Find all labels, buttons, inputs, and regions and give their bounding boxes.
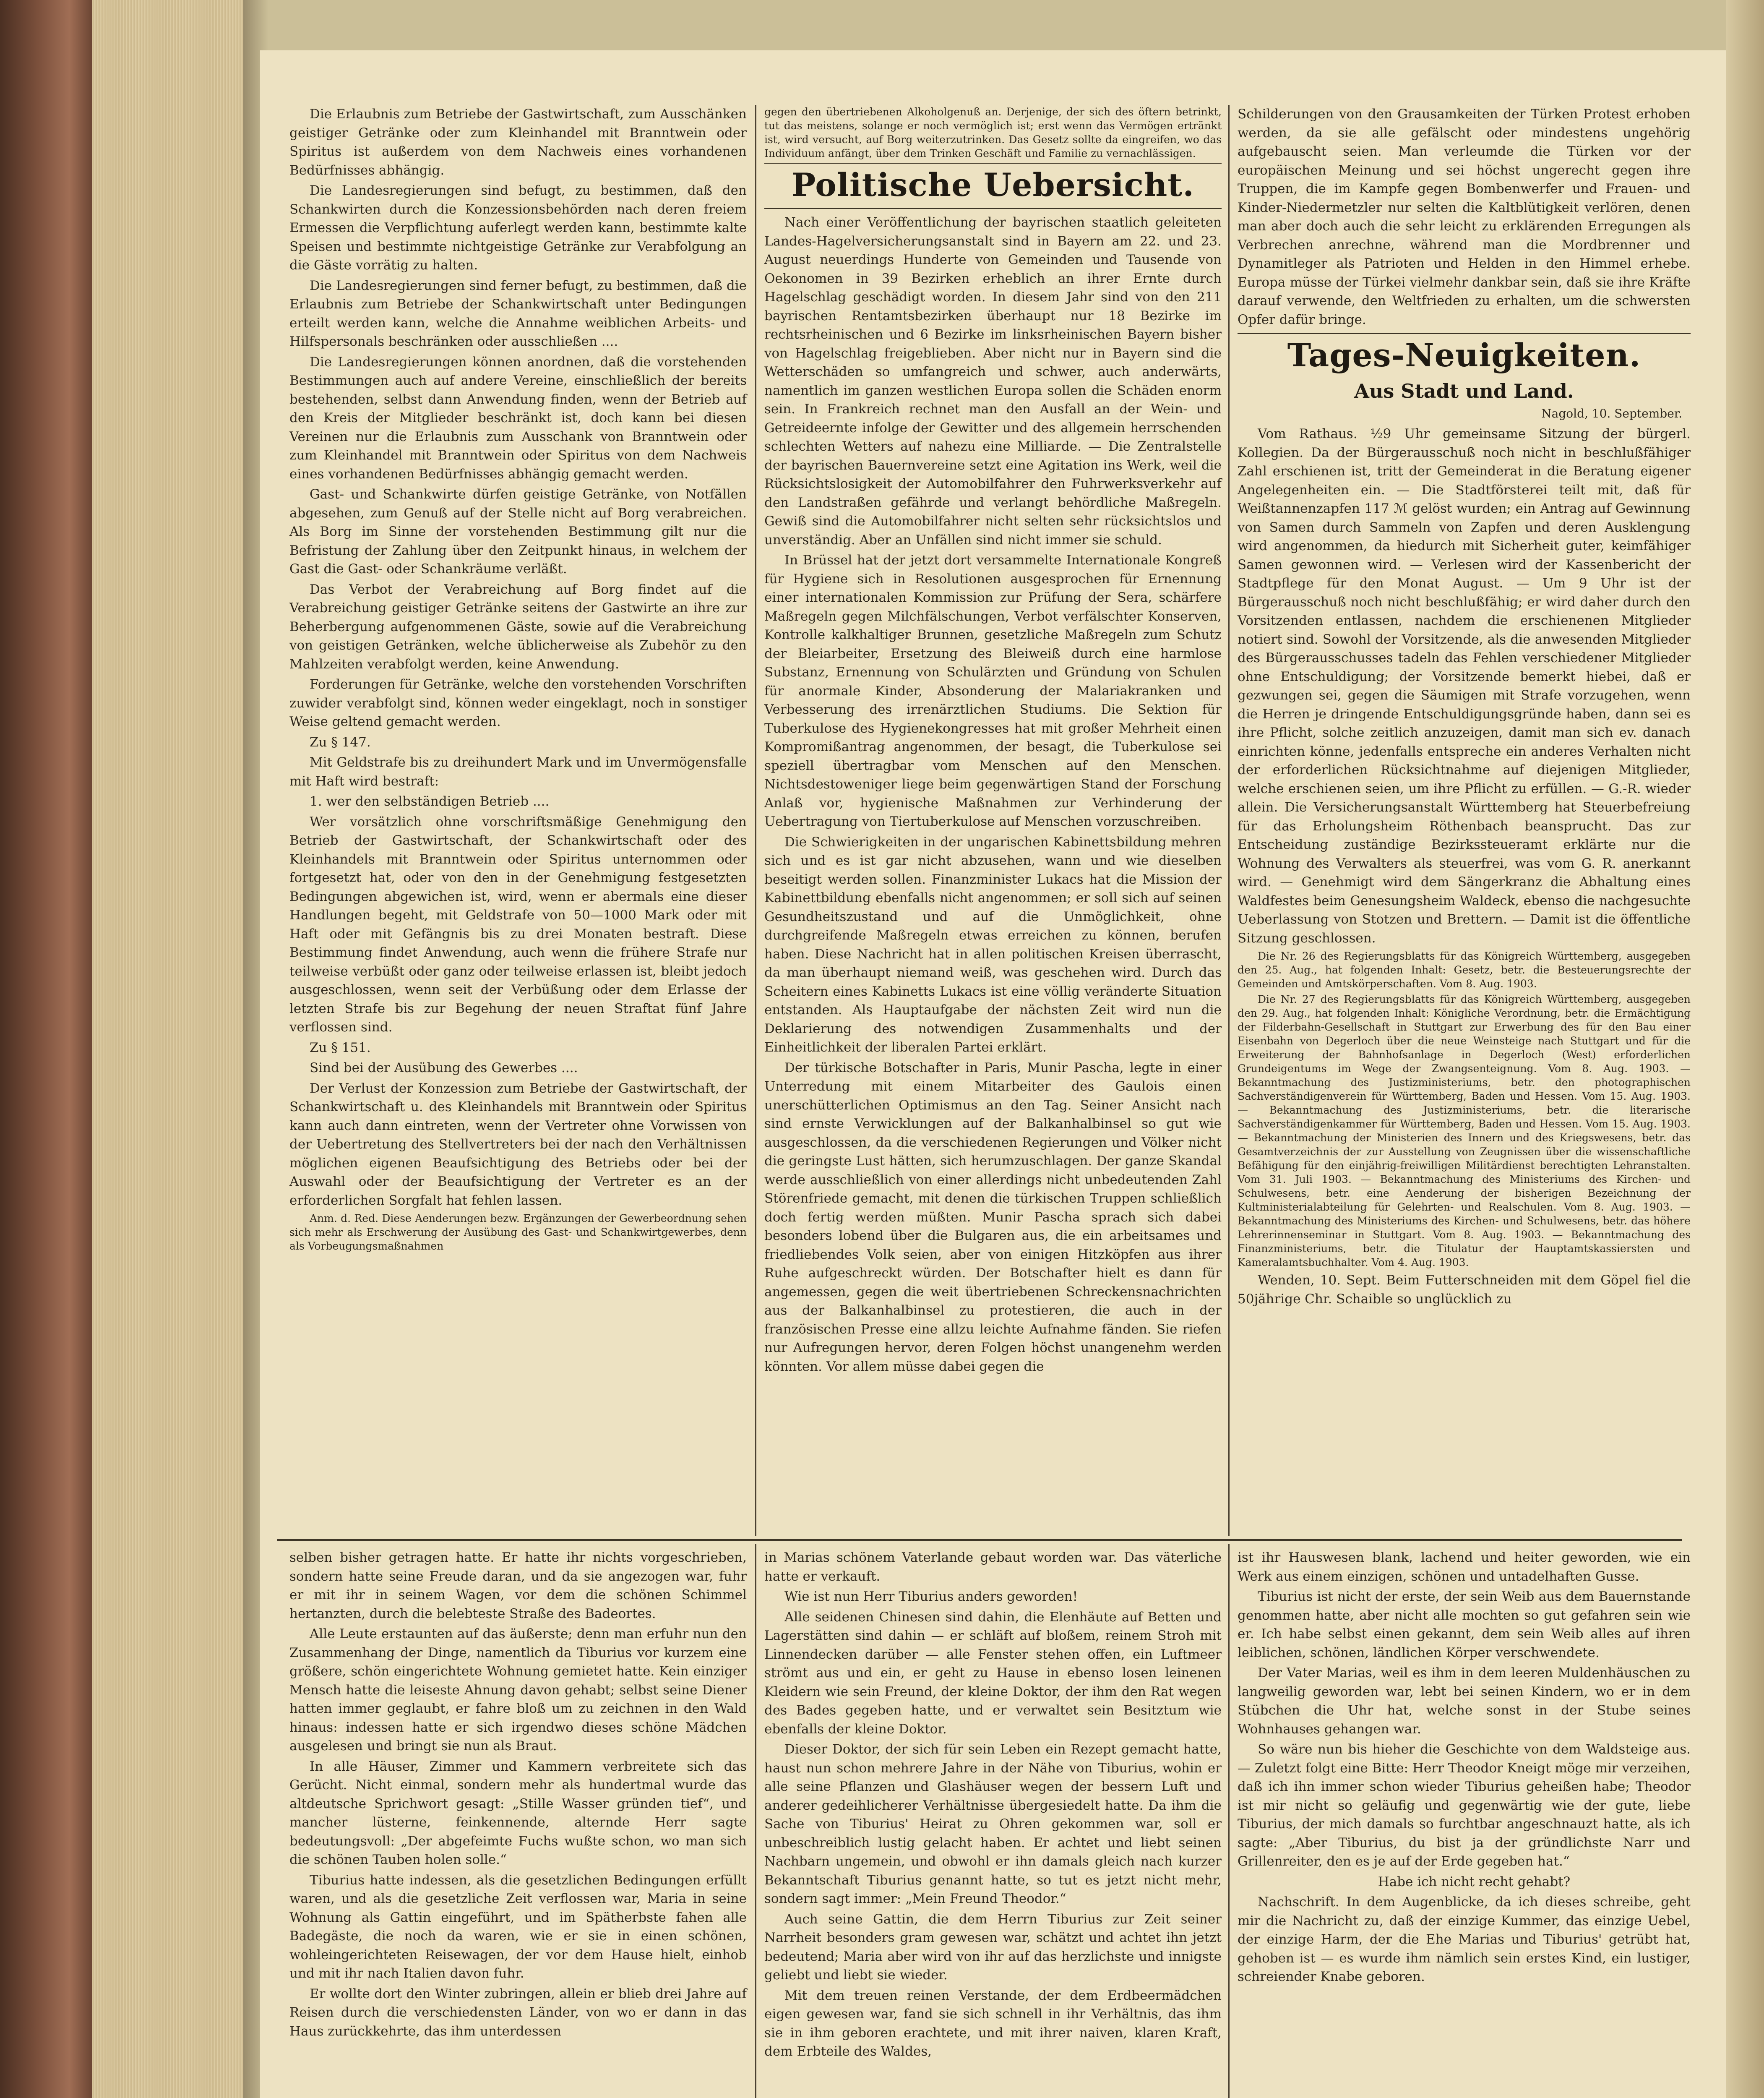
paragraph: Nach einer Veröffentlichung der bayrischen staatlich geleiteten Landes-Hagelversicherungsanstalt sind in Bayern am 22. und 23. August neuerdings Hunderte von Gemeinden und Tausende von Oekonomen in 39 Bezirken erheblich an ihrer Ernte durch Hagelschlag geschädigt worden. In diesem Jahr sind von den 211 bayrischen Rentamtsbezirken überhaupt nur 18 Bezirke im rechtsrheinischen und 6 Bezirke im linksrheinischen Bayern bisher von Hagelschlag freigeblieben. Aber nicht nur in Bayern sind die Wetterschäden so umfangreich und schwer, auch anderwärts, namentlich im ganzen westlichen Europa sollen die Schäden enorm sein. In Frankreich rechnet man den Ausfall an der Wein- und Getreideernte infolge der Gewitter und des allgemein herrschenden schlechten Wetters auf nahezu eine Milliarde. — Die Zentralstelle der bayrischen Bauernvereine setzt eine Agitation ins Werk, weil die Rücksichtslosigkeit der Automobilfahrer den Fuhrwerksverkehr auf den Landstraßen gefährde und verlangt behördliche Maßregeln. Gewiß sind die Automobilfahrer nicht selten sehr rücksichtslos und unverständig. Aber an Unfällen sind nicht immer sie schuld.: [764, 215, 1222, 548]
paragraph: Dieser Doktor, der sich für sein Leben ein Rezept gemacht hatte, haust nun schon mehrere Jahre in der Nähe von Tiburius, wohin er alle seine Pflanzen und Glashäuser wegen der bessern Luft und anderer gedeihlicherer Verhältnisse übergesiedelt hatte. Da ihm die Sache von Tiburius' Heirat zu Ohren gekommen war, soll er unbeschreiblich lustig gelacht haben. Er achtet und liebt seinen Nachbarn ungemein, und obwohl er ihn damals gleich nach kurzer Bekanntschaft Tiburius genannt hatte, so tut es jetzt nicht mehr, sondern sagt immer: „Mein Freund Theodor.“: [764, 1742, 1222, 1906]
column-1: [289, 105, 747, 1255]
column-rule-1: [755, 105, 756, 1536]
paragraph: Vom Rathaus. ½9 Uhr gemeinsame Sitzung der bürgerl. Kollegien. Da der Bürgerausschuß noch nicht in beschlußfähiger Zahl erschienen ist, tritt der Gemeinderat in die Beratung eigener Angelegenheiten ein. — Die Stadtförsterei teilt mit, daß für Weißtannenzapfen 117 ℳ gelöst wurden; ein Antrag auf Gewinnung von Samen durch Sammeln von Zapfen und deren Ausklengung wird angenommen, da hiedurch mit Sicherheit guter, keimfähiger Samen gewonnen wird. — Verlesen wird der Kassenbericht der Stadtpflege für den Monat August. — Um 9 Uhr ist der Bürgerausschuß noch nicht beschlußfähig; er wird daher durch den Vorsitzenden entlassen, nachdem die erschienenen Mitglieder notiert sind. Sowohl der Vorsitzende, als die anwesenden Mitglieder des Bürgerausschusses tadeln das Fehlen verschiedener Mitglieder ohne Entschuldigung; der Vorsitzende bemerkt hiebei, daß er gezwungen sei, gegen die Säumigen mit Strafe vorzugehen, wenn die Herren je dringende Entschuldigungsgründe haben, dann sei es ihre Pflicht, solche zeitlich anzuzeigen, damit man sich ev. danach einrichten könne, jedenfalls entspreche ein anderes Verhalten nicht der erforderlichen Rücksichtnahme auf diejenigen Mitglieder, welche erschienen seien, um ihre Pflicht zu erfüllen. — G.-R. wieder allein. Die Versicherungsanstalt Württemberg hat Steuerbefreiung für das Erholungsheim Röthenbach beansprucht. Das zur Entscheidung zuständige Bezirkssteueramt erklärte nur die Wohnung des Verwalters als steuerfrei, was vom G. R. anerkannt wird. — Genehmigt wird dem Sängerkranz die Abhaltung eines Waldfestes beim Genesungsheim Waldeck, ebenso die nachgesuchte Ueberlassung von Stotzen und Brettern. — Damit ist die öffentliche Sitzung geschlossen.: [1238, 426, 1691, 946]
paragraph: 1. wer den selbständigen Betrieb ....: [310, 794, 550, 809]
feuilleton-rule-2: [1228, 1544, 1230, 2098]
heading-rule-bottom: [764, 208, 1222, 209]
book-spine: [0, 0, 92, 2098]
right-page-edge: [1726, 0, 1764, 2098]
paragraph: in Marias schönem Vaterlande gebaut worden war. Das väterliche hatte er verkauft.: [764, 1550, 1222, 1584]
paragraph: ist ihr Hauswesen blank, lachend und heiter geworden, wie ein Werk aus einem einzigen, schönen und untadelhaften Gusse.: [1238, 1550, 1691, 1584]
continued-note: gegen den übertriebenen Alkoholgenuß an. Derjenige, der sich des öftern betrinkt, tut das meistens, solange er noch vermöglich ist; erst wenn das Vermögen ertränkt ist, wird versucht, auf Borg weiterzutrinken. Das Gesetz sollte da eingreifen, wo das Individuum anfängt, über dem Trinken Geschäft und Familie zu vernachlässigen.: [764, 106, 1222, 159]
section-heading-politics: Politische Uebersicht.: [792, 166, 1194, 204]
paragraph: Alle Leute erstaunten auf das äußerste; denn man erfuhr nun den Zusammenhang der Dinge, namentlich da Tiburius vor kurzem eine größere, schön eingerichtete Wohnung gemietet hatte. Kein einziger Mensch hatte die leiseste Ahnung davon gehabt; selbst seine Diener hatten immer geglaubt, er fahre bloß um zu zeichnen in den Wald hinaus: indessen hatte er sich irgendwo dieses schöne Mädchen ausgelesen und bringt sie nun als Braut.: [289, 1626, 747, 1754]
section-label: Zu § 147.: [310, 734, 371, 750]
feuilleton-column-3: [1238, 1548, 1691, 1988]
paragraph: Der Vater Marias, weil es ihm in dem leeren Muldenhäuschen zu langweilig geworden war, lebt bei seinen Kindern, wo er in dem Stübchen die Uhr hat, welche sonst in der Stube seines Wohnhauses gehangen war.: [1238, 1665, 1691, 1737]
column-rule-2: [1228, 105, 1230, 1536]
postscript: Nachschrift. In dem Augenblicke, da ich dieses schreibe, geht mir die Nachricht zu, daß der einzige Kummer, das einzige Uebel, der einzige Harm, der die Ehe Marias und Tiburius' getrübt hat, gehoben ist — es wurde ihm nämlich sein erstes Kind, ein lustiger, schreiender Knabe geboren.: [1238, 1894, 1691, 1984]
paragraph: Wie ist nun Herr Tiburius anders geworden!: [784, 1589, 1078, 1604]
paragraph: Alle seidenen Chinesen sind dahin, die Elenhäute auf Betten und Lagerstätten sind dahin — er schläft auf bloßem, reinem Stroh mit Linnendecken darüber — alle Fenster stehen offen, ein Luftmeer strömt aus und ein, er geht zu Hause in ebenso losen leinenen Kleidern wie sein Freund, der kleine Doktor, der ihm den Rat wegen des Bades gegeben hatte, und er verwaltet sein Besitztum wie ebenfalls der kleine Doktor.: [764, 1609, 1222, 1737]
feuilleton-column-1: [289, 1548, 747, 2042]
paragraph: Der Verlust der Konzession zum Betriebe der Gastwirtschaft, der Schankwirtschaft u. des Kleinhandels mit Branntwein oder Spiritus kann auch dann eintreten, wenn der Vertreter ohne Vorwissen von der Uebertretung des Stellvertreters bei der nach den Verhältnissen möglichen eigenen Beaufsichtigung des Betriebs oder bei der Auswahl oder der Beaufsichtigung der Vertreter es an der erforderlichen Sorgfalt hat fehlen lassen.: [289, 1080, 747, 1208]
paragraph: Mit Geldstrafe bis zu dreihundert Mark und im Unvermögensfalle mit Haft wird bestraft:: [289, 755, 747, 789]
heading-rule-top: [1238, 333, 1691, 334]
column-3: [1238, 105, 1691, 1310]
paragraph: Sind bei der Ausübung des Gewerbes ....: [310, 1060, 578, 1075]
editorial-note: Anm. d. Red. Diese Aenderungen bezw. Ergänzungen der Gewerbeordnung sehen sich mehr als Erschwerung der Ausübung des Gast- und Schankwirtgewerbes, denn als Vorbeugungsmaßnahmen: [289, 1212, 747, 1252]
paragraph: Wenden, 10. Sept. Beim Futterschneiden mit dem Göpel fiel die 50jährige Chr. Schaible so unglücklich zu: [1238, 1273, 1691, 1307]
paragraph: Gast- und Schankwirte dürfen geistige Getränke, von Notfällen abgesehen, zum Genuß auf der Stelle nicht auf Borg verabreichen. Als Borg im Sinne der vorstehenden Bestimmung gilt nur die Befristung der Zahlung über den Zeitpunkt hinaus, in welchem der Gast die Gast- oder Schankräume verläßt.: [289, 487, 747, 577]
paragraph: Das Verbot der Verabreichung auf Borg findet auf die Verabreichung geistiger Getränke seitens der Gastwirte an ihre zur Beherbergung aufgenommenen Gäste, sowie auf die Verabreichung von geistigen Getränken, welche üblicherweise als Zubehör zu den Mahlzeiten verabfolgt werden, keine Anwendung.: [289, 582, 747, 672]
heading-rule-top: [764, 163, 1222, 164]
paragraph: In alle Häuser, Zimmer und Kammern verbreitete sich das Gerücht. Nicht einmal, sondern mehr als hundertmal wurde das altdeutsche Sprichwort gesagt: „Stille Wasser gründen tief“, und mancher lüsterne, feinkennende, alternde Herr sagte bedeutungsvoll: „Der abgefeimte Fuchs wußte schon, wo man sich die schönen Tauben holen solle.“: [289, 1759, 747, 1867]
paragraph: Die Schwierigkeiten in der ungarischen Kabinettsbildung mehren sich und es ist gar nicht abzusehen, wann und wie dieselben beseitigt werden sollen. Finanzminister Lukacs hat die Mission der Kabinettbildung ebenfalls nicht angenommen; er soll sich auf seinen Gesundheitszustand und auf die Unmöglichkeit, ohne durchgreifende Maßregeln etwas erreichen zu können, berufen haben. Diese Nachricht hat in allen politischen Kreisen überrascht, da man überhaupt niemand weiß, was geschehen wird. Durch das Scheitern eines Kabinetts Lukacs ist eine völlig veränderte Situation entstanden. Als Hauptaufgabe der nächsten Zeit wird nun die Deklarierung des notwendigen Zusammenhalts und der Einheitlichkeit der liberalen Partei erklärt.: [764, 834, 1222, 1055]
paragraph: Mit dem treuen reinen Verstande, der dem Erdbeermädchen eigen gewesen war, fand sie sich schnell in ihr Verhältnis, das ihm sie in ihm geboren erachtete, und mit ihrer naiven, klaren Kraft, dem Erbteile des Waldes,: [764, 1988, 1222, 2059]
paragraph: Forderungen für Getränke, welche den vorstehenden Vorschriften zuwider verabfolgt sind, können weder eingeklagt, noch in sonstiger Weise geltend gemacht werden.: [289, 677, 747, 729]
column-2: [764, 105, 1222, 1378]
section-label: Zu § 151.: [310, 1040, 371, 1055]
paragraph: Die Landesregierungen sind befugt, zu bestimmen, daß den Schankwirten durch die Konzessionsbehörden nach deren freiem Ermessen die Verpflichtung auferlegt werden kann, bestimmte kalte Speisen und bestimmte nichtgeistige Getränke zur Verabfolgung an die Gäste vorrätig zu halten.: [289, 183, 747, 273]
paragraph: Tiburius hatte indessen, als die gesetzlichen Bedingungen erfüllt waren, und als die gesetzliche Zeit verflossen war, Maria in seine Wohnung als Gattin eingeführt, und im Spätherbste fahen alle Badegäste, die noch da waren, wie er sie in einen schönen, wohleingerichteten Reisewagen, der vor dem Hause hielt, einhob und mit ihr nach Italien davon fuhr.: [289, 1872, 747, 1981]
feuilleton-separator: [277, 1539, 1682, 1541]
section-heading-news: Tages-Neuigkeiten.: [1287, 337, 1641, 374]
notice-paragraph: Die Nr. 26 des Regierungsblatts für das Königreich Württemberg, ausgegeben den 25. Aug., hat folgenden Inhalt: Gesetz, betr. die Besteuerungsrechte der Gemeinden und Amtskörperschaften. Vom 8. Aug. 1903.: [1238, 950, 1691, 990]
paragraph: Auch seine Gattin, die dem Herrn Tiburius zur Zeit seiner Narrheit besonders gram gewesen war, schätzt und achtet ihn jetzt bedeutend; Maria aber wird von ihr auf das herzlichste und innigste geliebt und liebt sie wieder.: [764, 1911, 1222, 1983]
paragraph: Schilderungen von den Grausamkeiten der Türken Protest erhoben werden, da sie alle gefälscht oder mindestens ungehörig aufgebauscht seien. Man verleumde die Türken vor der europäischen Meinung und sei höchst ungerecht gegen ihre Truppen, die im Kampfe gegen Bombenwerfer und Frauen- und Kinder-Niedermetzler nur selten die Kaltblütigkeit verlören, denen man aber doch auch die sehr leicht zu erklärenden Erregungen als Verbrechen anrechne, während man die Mordbrenner und Dynamitleger als Patrioten und Helden in den Himmel erhebe. Europa müsse der Türkei vielmehr dankbar sein, daß sie ihre Kräfte darauf verwende, den Weltfrieden zu erhalten, um die schwersten Opfer dafür bringe.: [1238, 107, 1691, 327]
paragraph: In Brüssel hat der jetzt dort versammelte Internationale Kongreß für Hygiene sich in Resolutionen ausgesprochen für Ernennung einer internationalen Kommission zur Prüfung der Sera, schärfere Maßregeln gegen Milchfälschungen, Verbot verfälschter Konserven, Kontrolle kalkhaltiger Brunnen, gesetzliche Maßregeln zum Schutz der Bleiarbeiter, Ersetzung des Bleiweiß durch eine harmlose Substanz, Ernennung von Schulärzten und Gründung von Schulen für anormale Kinder, Absonderung der Malariakranken und Verbesserung des irrenärztlichen Studiums. Die Sektion für Tuberkulose des Hygienekongresses hat mit großer Mehrheit einen Kompromißantrag angenommen, der besagt, die Tuberkulose sei speziell übertragbar vom Menschen auf den Menschen. Nichtsdestoweniger liege beim gegenwärtigen Stand der Forschung Anlaß vor, hygienische Maßnahmen zur Verhinderung der Uebertragung von Tiertuberkulose auf Menschen vorzuschreiben.: [764, 553, 1222, 829]
page-edges: [92, 0, 243, 2098]
paragraph: Habe ich nicht recht gehabt?: [1378, 1874, 1571, 1889]
feuilleton-column-2: [764, 1548, 1222, 2063]
dateline: Nagold, 10. September.: [1541, 407, 1682, 420]
paragraph: Der türkische Botschafter in Paris, Munir Pascha, legte in einer Unterredung mit einem Mitarbeiter des Gaulois einen unerschütterlichen Optimismus an den Tag. Seiner Ansicht nach sind ernste Verwicklungen auf der Balkanhalbinsel so gut wie ausgeschlossen, da die verschiedenen Regierungen und Völker nicht die geringste Lust hätten, sich herumzuschlagen. Der ganze Skandal werde ausschließlich von einer allerdings nicht unbedeutenden Zahl Störenfriede gemacht, mit denen die türkischen Truppen schließlich doch fertig werden müßten. Munir Pascha sprach sich dabei besonders lobend über die Bulgaren aus, die ein arbeitsames und friedliebendes Volk seien, aber von einigen Hitzköpfen aus ihrer Ruhe aufgeschreckt würden. Der Botschafter hielt es dann für angemessen, gegen die weit übertriebenen Schreckensnachrichten aus der Balkanhalbinsel zu protestieren, die auch in der französischen Presse eine allzu leichte Aufnahme fänden. Sie riefen nur Aufregungen hervor, deren Folgen höchst unangenehm werden könnten. Vor allem müsse dabei gegen die: [764, 1060, 1222, 1374]
subheading-local: Aus Stadt und Land.: [1354, 380, 1574, 402]
paragraph: Die Landesregierungen sind ferner befugt, zu bestimmen, daß die Erlaubnis zum Betriebe der Schankwirtschaft unter Bedingungen erteilt werden kann, welche die Annahme weiblichen Arbeits- und Hilfspersonals beschränken oder ausschließen ....: [289, 278, 747, 349]
paragraph: So wäre nun bis hieher die Geschichte von dem Waldsteige aus. — Zuletzt folgt eine Bitte: Herr Theodor Kneigt möge mir verzeihen, daß ich ihn immer schon wieder Tiburius geheißen habe; Theodor ist mir nicht so geläufig und gegenwärtig wie der gute, liebe Tiburius, der mich damals so furchtbar angeschnauzt hatte, als ich sagte: „Aber Tiburius, du bist ja der gründlichste Narr und Grillenreiter, den es je auf der Erde gegeben hat.“: [1238, 1742, 1691, 1869]
paragraph: Die Erlaubnis zum Betriebe der Gastwirtschaft, zum Ausschänken geistiger Getränke oder zum Kleinhandel mit Branntwein oder Spiritus ist außerdem von dem Nachweis eines vorhandenen Bedürfnisses abhängig.: [289, 107, 747, 178]
paragraph: Tiburius ist nicht der erste, der sein Weib aus dem Bauernstande genommen hatte, aber nicht alle mochten so gut gefahren sein wie er. Ich habe selbst einen gekannt, dem sein Weib alles auf ihren leiblichen, schönen, ländlichen Körper verschwendete.: [1238, 1589, 1691, 1660]
notice-paragraph: Die Nr. 27 des Regierungsblatts für das Königreich Württemberg, ausgegeben den 29. Aug., hat folgenden Inhalt: Königliche Verordnung, betr. die Ermächtigung der Filderbahn-Gesellschaft in Stuttgart zur Erwerbung des für den Bau einer Eisenbahn von Degerloch über die neue Weinsteige nach Stuttgart und für die Erweiterung der Bahnhofsanlage in Degerloch (West) erforderlichen Grundeigentums im Wege der Zwangsenteignung. Vom 8. Aug. 1903. — Bekanntmachung des Justizministeriums, betr. den photographischen Sachverständigenverein für Württemberg, Baden und Hessen. Vom 15. Aug. 1903. — Bekanntmachung des Justizministeriums, betr. die literarische Sachverständigenkammer für Württemberg, Baden und Hessen. Vom 15. Aug. 1903. — Bekanntmachung der Ministerien des Innern und des Kriegswesens, betr. das Gesamtverzeichnis der zur Ausstellung von Zeugnissen über die wissenschaftliche Befähigung für den einjährig-freiwilligen Militärdienst berechtigten Lehranstalten. Vom 31. Juli 1903. — Bekanntmachung des Ministeriums des Kirchen- und Schulwesens, betr. eine Aenderung der bisherigen Bezeichnung der Kultministerialabteilung für Gelehrten- und Realschulen. Vom 8. Aug. 1903. — Bekanntmachung des Ministeriums des Kirchen- und Schulwesens, betr. das höhere Lehrerinnenseminar in Stuttgart. Vom 8. Aug. 1903. — Bekanntmachung des Finanzministeriums, betr. die Titulatur der Hauptamtskassiersten und Kameralamtsbuchhalter. Vom 4. Aug. 1903.: [1238, 993, 1691, 1268]
paragraph: Die Landesregierungen können anordnen, daß die vorstehenden Bestimmungen auch auf andere Vereine, einschließlich der bereits bestehenden, selbst dann Anwendung finden, wenn der Betrieb auf den Kreis der Mitglieder beschränkt ist, doch kann bei diesen Vereinen nur die Erlaubnis zum Ausschank von Branntwein oder zum Kleinhandel mit Branntwein oder Spiritus von dem Nachweis eines vorhandenen Bedürfnisses abhängig gemacht werden.: [289, 354, 747, 482]
paragraph: Wer vorsätzlich ohne vorschriftsmäßige Genehmigung den Betrieb der Gastwirtschaft, der Schankwirtschaft oder des Kleinhandels mit Branntwein oder Spiritus unternommen oder fortgesetzt hat, oder von den in der Genehmigung festgesetzten Bedingungen abgewichen ist, wird, wenn er abermals eine dieser Handlungen begeht, mit Geldstrafe von 50—1000 Mark oder mit Haft oder mit Gefängnis bis zu drei Monaten bestraft. Diese Bestimmung findet Anwendung, auch wenn die frühere Strafe nur teilweise verbüßt oder ganz oder teilweise erlassen ist, bleibt jedoch ausgeschlossen, wenn seit der Verbüßung oder dem Erlasse der letzten Strafe bis zur Begehung der neuen Straftat fünf Jahre verflossen sind.: [289, 814, 747, 1035]
feuilleton-rule-1: [755, 1544, 756, 2098]
paragraph: Er wollte dort den Winter zubringen, allein er blieb drei Jahre auf Reisen durch die verschiedensten Länder, von wo er dann in das Haus zurückkehrte, das ihm unterdessen: [289, 1986, 747, 2039]
paragraph: selben bisher getragen hatte. Er hatte ihr nichts vorgeschrieben, sondern hatte seine Freude daran, und da sie angezogen war, fuhr er mit ihr in seinem Wagen, vor dem die schönen Schimmel hertanzten, durch die belebteste Straße des Badeortes.: [289, 1550, 747, 1621]
